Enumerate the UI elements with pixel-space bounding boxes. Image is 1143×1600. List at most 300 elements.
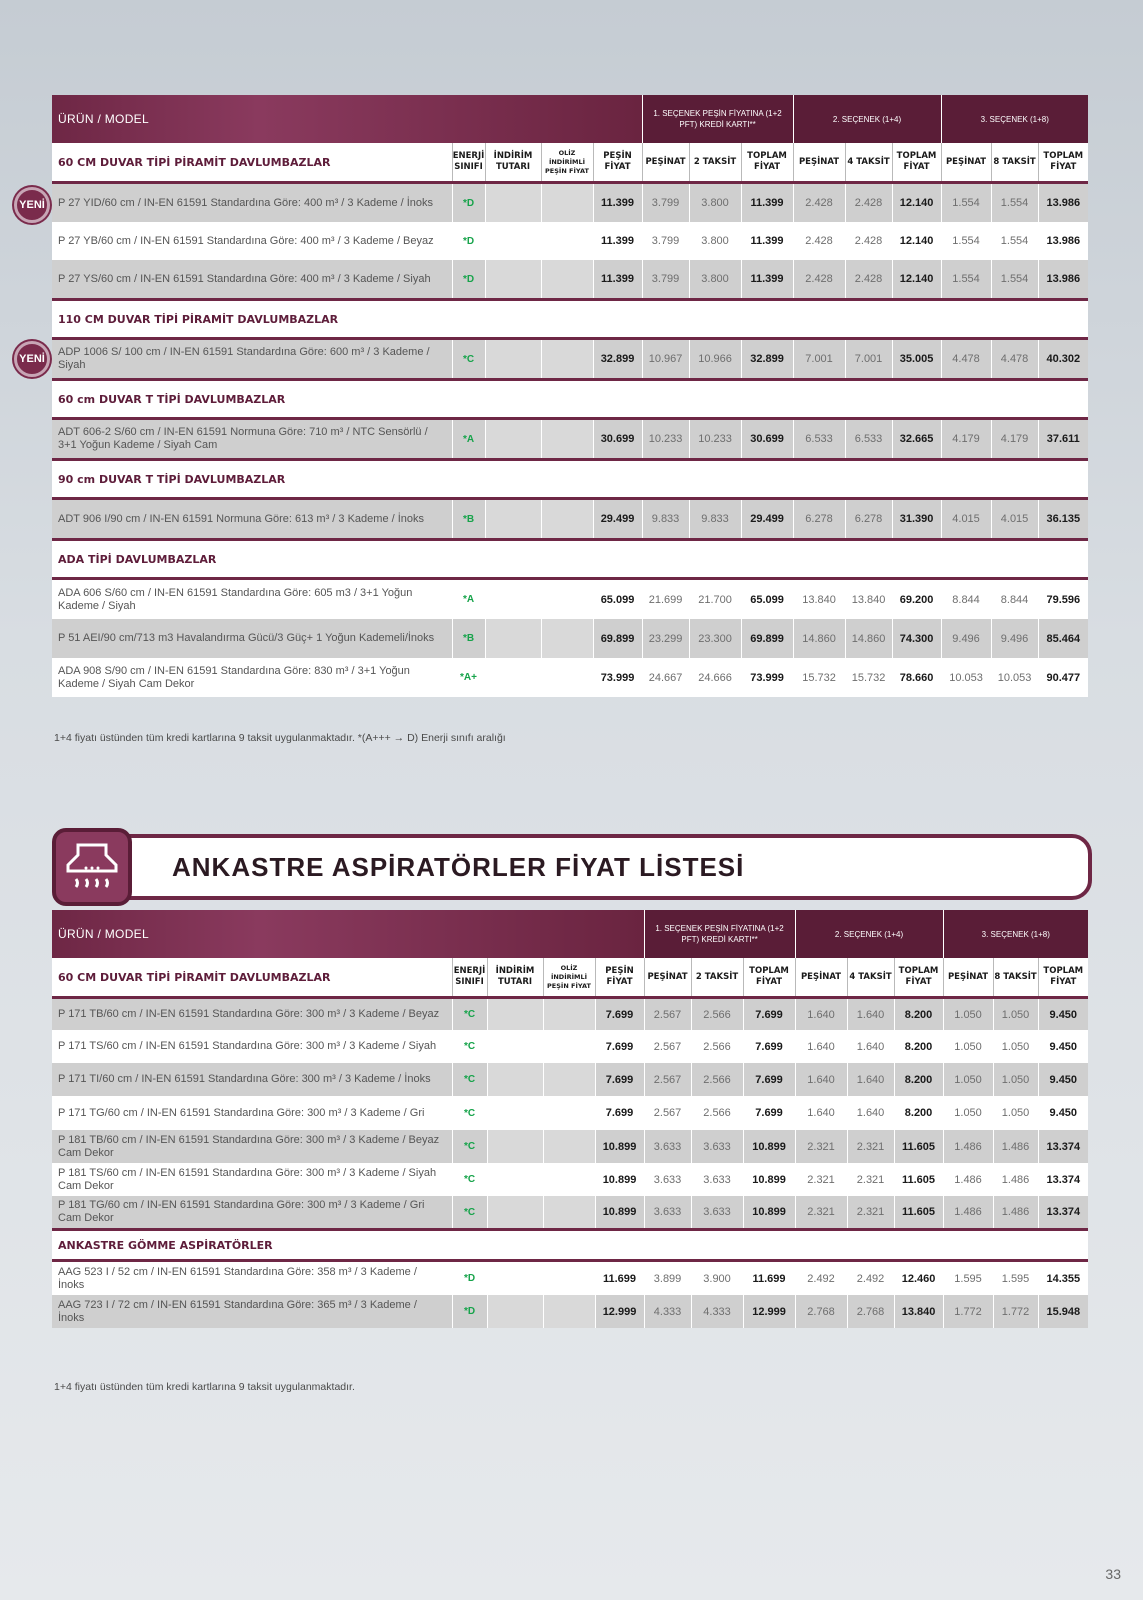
price-cell: 2.321: [795, 1163, 847, 1196]
new-badge: YENİ: [14, 341, 50, 377]
section-banner: [52, 828, 1092, 908]
price-cell: 6.533: [845, 420, 892, 458]
energy-class: *D: [452, 222, 485, 260]
price-cell: 7.699: [595, 1030, 644, 1063]
oliz-price-cell: [543, 1196, 595, 1228]
col-pesinat1: PEŞİNAT: [644, 958, 691, 996]
price-cell: 1.554: [991, 222, 1038, 260]
price-cell: 13.986: [1038, 222, 1088, 260]
product-name: P 171 TB/60 cm / IN-EN 61591 Standardına Göre: 300 m³ / 3 Kademe / Beyaz: [52, 999, 452, 1030]
price-cell: 10.899: [595, 1130, 644, 1163]
table-row: [52, 500, 1088, 538]
product-name: P 51 AEI/90 cm/713 m3 Havalandırma Gücü/3 Güç+ 1 Yoğun Kademeli/İnoks: [52, 619, 452, 658]
col-enerji: ENERJİ SINIFI: [452, 958, 487, 996]
price-cell: 29.499: [741, 500, 793, 538]
discount-cell: [485, 580, 541, 619]
section-title: ANKASTRE GÖMME ASPİRATÖRLER: [52, 1231, 1088, 1259]
col-taksit8: 8 TAKSİT: [993, 958, 1038, 996]
price-cell: 8.200: [894, 1030, 943, 1063]
table-row: [52, 1030, 1088, 1063]
price-cell: 1.595: [943, 1262, 993, 1295]
discount-cell: [485, 184, 541, 222]
oliz-price-cell: [541, 580, 593, 619]
price-cell: 10.233: [642, 420, 689, 458]
price-cell: 10.967: [642, 340, 689, 378]
product-name: P 171 TS/60 cm / IN-EN 61591 Standardına Göre: 300 m³ / 3 Kademe / Siyah: [52, 1030, 452, 1063]
energy-class: *B: [452, 500, 485, 538]
price-cell: 23.299: [642, 619, 689, 658]
price-cell: 3.633: [691, 1196, 743, 1228]
price-cell: 1.772: [993, 1295, 1038, 1328]
price-cell: 73.999: [741, 658, 793, 697]
col-enerji: ENERJİ SINIFI: [452, 143, 485, 181]
price-table-aspirator: [52, 910, 1088, 1328]
price-cell: 4.478: [941, 340, 991, 378]
price-cell: 2.567: [644, 1096, 691, 1130]
price-cell: 9.450: [1038, 1030, 1088, 1063]
price-cell: 85.464: [1038, 619, 1088, 658]
oliz-price-cell: [543, 1295, 595, 1328]
price-cell: 1.554: [991, 260, 1038, 298]
price-cell: 2.566: [691, 1030, 743, 1063]
energy-class: *C: [452, 1096, 487, 1130]
col-pesinat2: PEŞİNAT: [795, 958, 847, 996]
price-cell: 7.001: [845, 340, 892, 378]
price-cell: 65.099: [593, 580, 642, 619]
product-name: P 171 TG/60 cm / IN-EN 61591 Standardına Göre: 300 m³ / 3 Kademe / Gri: [52, 1096, 452, 1130]
price-cell: 31.390: [892, 500, 941, 538]
discount-cell: [487, 1130, 543, 1163]
price-cell: 14.860: [793, 619, 845, 658]
table-header-top: [52, 910, 1088, 958]
price-cell: 24.666: [689, 658, 741, 697]
banner-title: ANKASTRE ASPİRATÖRLER FİYAT LİSTESİ: [172, 852, 745, 882]
price-cell: 11.399: [741, 184, 793, 222]
discount-cell: [485, 619, 541, 658]
page-number: 33: [1105, 1566, 1121, 1582]
product-name: ADA 908 S/90 cm / IN-EN 61591 Standardına Göre: 830 m³ / 3+1 Yoğun Kademe / Siyah Cam Dekor: [52, 658, 452, 697]
section-row: [52, 381, 1088, 417]
energy-class: *D: [452, 184, 485, 222]
option1-header: 1. SEÇENEK PEŞİN FİYATINA (1+2 PFT) KREDİ KARTI**: [644, 910, 795, 958]
price-cell: 13.374: [1038, 1163, 1088, 1196]
oliz-price-cell: [543, 1130, 595, 1163]
price-cell: 1.772: [943, 1295, 993, 1328]
table-subheader: [52, 143, 1088, 181]
energy-class: *C: [452, 1030, 487, 1063]
price-cell: 21.700: [689, 580, 741, 619]
price-cell: 12.460: [894, 1262, 943, 1295]
option3-header: 3. SEÇENEK (1+8): [941, 95, 1088, 143]
price-cell: 2.567: [644, 1030, 691, 1063]
price-cell: 7.001: [793, 340, 845, 378]
price-cell: 3.900: [691, 1262, 743, 1295]
price-cell: 9.450: [1038, 1063, 1088, 1096]
price-cell: 2.567: [644, 999, 691, 1030]
price-cell: 2.321: [847, 1196, 894, 1228]
price-cell: 8.200: [894, 1096, 943, 1130]
price-cell: 11.399: [593, 184, 642, 222]
energy-class: *A+: [452, 658, 485, 697]
price-cell: 10.899: [743, 1130, 795, 1163]
oliz-price-cell: [541, 260, 593, 298]
section-title: 60 CM DUVAR TİPİ PİRAMİT DAVLUMBAZLAR: [52, 143, 452, 181]
table-row: [52, 1163, 1088, 1196]
oliz-price-cell: [543, 1262, 595, 1295]
table-row: [52, 580, 1088, 619]
option2-header: 2. SEÇENEK (1+4): [795, 910, 943, 958]
price-cell: 1.050: [993, 999, 1038, 1030]
price-cell: 1.486: [993, 1163, 1038, 1196]
price-cell: 9.496: [991, 619, 1038, 658]
col-indirim: İNDİRİM TUTARI: [485, 143, 541, 181]
table-row: [52, 1063, 1088, 1096]
oliz-price-cell: [543, 1096, 595, 1130]
price-cell: 11.699: [743, 1262, 795, 1295]
price-cell: 1.050: [943, 1030, 993, 1063]
price-cell: 2.321: [847, 1130, 894, 1163]
energy-class: *A: [452, 580, 485, 619]
price-cell: 2.768: [795, 1295, 847, 1328]
section-title: 110 CM DUVAR TİPİ PİRAMİT DAVLUMBAZLAR: [52, 301, 1088, 337]
price-cell: 7.699: [743, 1096, 795, 1130]
price-cell: 23.300: [689, 619, 741, 658]
price-cell: 1.050: [993, 1063, 1038, 1096]
energy-class: *C: [452, 999, 487, 1030]
price-cell: 12.140: [892, 184, 941, 222]
price-cell: 1.486: [943, 1130, 993, 1163]
price-cell: 6.533: [793, 420, 845, 458]
price-cell: 6.278: [845, 500, 892, 538]
price-cell: 10.966: [689, 340, 741, 378]
section-title: ADA TİPİ DAVLUMBAZLAR: [52, 541, 1088, 577]
price-cell: 11.605: [894, 1163, 943, 1196]
price-cell: 2.428: [793, 184, 845, 222]
col-pesinat1: PEŞİNAT: [642, 143, 689, 181]
price-cell: 30.699: [741, 420, 793, 458]
energy-class: *C: [452, 1130, 487, 1163]
product-name: P 27 YB/60 cm / IN-EN 61591 Standardına Göre: 400 m³ / 3 Kademe / Beyaz: [52, 222, 452, 260]
price-cell: 15.732: [793, 658, 845, 697]
price-cell: 1.595: [993, 1262, 1038, 1295]
table-row: [52, 999, 1088, 1030]
price-cell: 12.999: [743, 1295, 795, 1328]
price-cell: 3.633: [644, 1196, 691, 1228]
price-cell: 4.333: [644, 1295, 691, 1328]
price-cell: 11.605: [894, 1130, 943, 1163]
discount-cell: [485, 420, 541, 458]
price-cell: 13.374: [1038, 1130, 1088, 1163]
price-cell: 1.640: [795, 1063, 847, 1096]
price-cell: 9.450: [1038, 1096, 1088, 1130]
price-cell: 3.633: [691, 1163, 743, 1196]
col-pesinat2: PEŞİNAT: [793, 143, 845, 181]
price-cell: 6.278: [793, 500, 845, 538]
energy-class: *B: [452, 619, 485, 658]
price-cell: 2.321: [795, 1196, 847, 1228]
price-cell: 29.499: [593, 500, 642, 538]
price-cell: 1.640: [847, 1096, 894, 1130]
price-cell: 2.492: [795, 1262, 847, 1295]
energy-class: *D: [452, 1295, 487, 1328]
col-toplam2: TOPLAM FİYAT: [894, 958, 943, 996]
price-cell: 2.768: [847, 1295, 894, 1328]
oliz-price-cell: [541, 340, 593, 378]
price-cell: 1.486: [943, 1196, 993, 1228]
col-oliz: OLİZ İNDİRİMLİ PEŞİN FİYAT: [541, 143, 593, 181]
discount-cell: [487, 1030, 543, 1063]
price-cell: 32.899: [593, 340, 642, 378]
price-cell: 2.492: [847, 1262, 894, 1295]
price-cell: 10.233: [689, 420, 741, 458]
price-cell: 69.899: [593, 619, 642, 658]
table-row: [52, 1262, 1088, 1295]
oliz-price-cell: [543, 1163, 595, 1196]
price-cell: 11.399: [741, 260, 793, 298]
price-cell: 4.015: [991, 500, 1038, 538]
table-row: [52, 184, 1088, 222]
price-cell: 1.554: [941, 222, 991, 260]
table-row: [52, 658, 1088, 697]
col-oliz: OLİZ İNDİRİMLİ PEŞİN FİYAT: [543, 958, 595, 996]
price-cell: 3.633: [644, 1163, 691, 1196]
price-cell: 14.355: [1038, 1262, 1088, 1295]
price-cell: 8.844: [941, 580, 991, 619]
price-cell: 1.640: [795, 1030, 847, 1063]
price-cell: 2.428: [845, 222, 892, 260]
oliz-price-cell: [541, 500, 593, 538]
price-cell: 11.399: [741, 222, 793, 260]
price-cell: 9.833: [689, 500, 741, 538]
price-cell: 40.302: [1038, 340, 1088, 378]
energy-class: *C: [452, 1196, 487, 1228]
table-row: [52, 1295, 1088, 1328]
price-cell: 13.986: [1038, 260, 1088, 298]
energy-class: *D: [452, 260, 485, 298]
price-cell: 69.899: [741, 619, 793, 658]
table-row: [52, 619, 1088, 658]
col-taksit4: 4 TAKSİT: [845, 143, 892, 181]
discount-cell: [487, 1295, 543, 1328]
energy-class: *C: [452, 1063, 487, 1096]
discount-cell: [487, 1196, 543, 1228]
option3-header: 3. SEÇENEK (1+8): [943, 910, 1088, 958]
price-cell: 24.667: [642, 658, 689, 697]
table-row: [52, 1130, 1088, 1163]
col-toplam2: TOPLAM FİYAT: [892, 143, 941, 181]
col-toplam3: TOPLAM FİYAT: [1038, 143, 1088, 181]
section-row: [52, 541, 1088, 577]
price-cell: 10.053: [941, 658, 991, 697]
price-cell: 30.699: [593, 420, 642, 458]
price-cell: 37.611: [1038, 420, 1088, 458]
price-cell: 1.486: [943, 1163, 993, 1196]
price-cell: 2.567: [644, 1063, 691, 1096]
price-cell: 2.428: [793, 260, 845, 298]
price-cell: 65.099: [741, 580, 793, 619]
col-indirim: İNDİRİM TUTARI: [487, 958, 543, 996]
energy-class: *A: [452, 420, 485, 458]
price-cell: 11.605: [894, 1196, 943, 1228]
model-header: ÜRÜN / MODEL: [52, 95, 642, 143]
product-name: P 27 YID/60 cm / IN-EN 61591 Standardına Göre: 400 m³ / 3 Kademe / İnoks: [52, 184, 452, 222]
price-cell: 12.999: [595, 1295, 644, 1328]
discount-cell: [485, 222, 541, 260]
price-cell: 4.179: [991, 420, 1038, 458]
col-toplam1: TOPLAM FİYAT: [743, 958, 795, 996]
table-row: [52, 1096, 1088, 1130]
price-cell: 3.799: [642, 222, 689, 260]
price-cell: 7.699: [595, 1096, 644, 1130]
table-row: [52, 1196, 1088, 1228]
price-cell: 14.860: [845, 619, 892, 658]
price-cell: 12.140: [892, 260, 941, 298]
section-row: [52, 1231, 1088, 1259]
option2-header: 2. SEÇENEK (1+4): [793, 95, 941, 143]
price-cell: 10.899: [743, 1163, 795, 1196]
section-title: 60 cm DUVAR T TİPİ DAVLUMBAZLAR: [52, 381, 1088, 417]
oliz-price-cell: [543, 1030, 595, 1063]
discount-cell: [485, 340, 541, 378]
price-cell: 8.200: [894, 1063, 943, 1096]
price-cell: 36.135: [1038, 500, 1088, 538]
price-cell: 2.428: [845, 260, 892, 298]
price-cell: 11.699: [595, 1262, 644, 1295]
product-name: P 181 TG/60 cm / IN-EN 61591 Standardına Göre: 300 m³ / 3 Kademe / Gri Cam Dekor: [52, 1196, 452, 1228]
price-cell: 3.800: [689, 222, 741, 260]
oliz-price-cell: [541, 420, 593, 458]
price-cell: 1.050: [943, 1063, 993, 1096]
price-cell: 7.699: [743, 1063, 795, 1096]
new-badge: YENİ: [14, 187, 50, 223]
model-header: ÜRÜN / MODEL: [52, 910, 644, 958]
col-pesin: PEŞİN FİYAT: [593, 143, 642, 181]
discount-cell: [487, 1063, 543, 1096]
price-cell: 90.477: [1038, 658, 1088, 697]
price-cell: 1.640: [795, 1096, 847, 1130]
price-cell: 1.486: [993, 1196, 1038, 1228]
price-cell: 11.399: [593, 222, 642, 260]
price-cell: 1.050: [993, 1096, 1038, 1130]
price-cell: 10.053: [991, 658, 1038, 697]
table-row: [52, 260, 1088, 298]
price-cell: 15.732: [845, 658, 892, 697]
price-cell: 4.015: [941, 500, 991, 538]
option1-header: 1. SEÇENEK PEŞİN FİYATINA (1+2 PFT) KREDİ KARTI**: [642, 95, 793, 143]
product-name: ADT 606-2 S/60 cm / IN-EN 61591 Normuna Göre: 710 m³ / NTC Sensörlü / 3+1 Yoğun Kademe / Siyah Cam: [52, 420, 452, 458]
price-cell: 2.428: [793, 222, 845, 260]
price-cell: 2.566: [691, 1096, 743, 1130]
price-cell: 15.948: [1038, 1295, 1088, 1328]
price-table-davlumbaz: [52, 95, 1088, 697]
oliz-price-cell: [543, 1063, 595, 1096]
price-cell: 3.799: [642, 260, 689, 298]
price-cell: 10.899: [595, 1196, 644, 1228]
product-name: ADT 906 I/90 cm / IN-EN 61591 Normuna Göre: 613 m³ / 3 Kademe / İnoks: [52, 500, 452, 538]
price-cell: 7.699: [595, 1063, 644, 1096]
price-cell: 1.486: [993, 1130, 1038, 1163]
discount-cell: [485, 500, 541, 538]
price-cell: 4.333: [691, 1295, 743, 1328]
discount-cell: [485, 658, 541, 697]
price-cell: 7.699: [595, 999, 644, 1030]
price-cell: 13.840: [845, 580, 892, 619]
price-cell: 1.050: [943, 1096, 993, 1130]
price-cell: 1.640: [795, 999, 847, 1030]
price-cell: 3.799: [642, 184, 689, 222]
product-name: ADP 1006 S/ 100 cm / IN-EN 61591 Standardına Göre: 600 m³ / 3 Kademe / Siyah: [52, 340, 452, 378]
product-name: AAG 523 I / 52 cm / IN-EN 61591 Standardına Göre: 358 m³ / 3 Kademe / İnoks: [52, 1262, 452, 1295]
discount-cell: [487, 1262, 543, 1295]
price-cell: 7.699: [743, 1030, 795, 1063]
price-cell: 7.699: [743, 999, 795, 1030]
price-cell: 32.899: [741, 340, 793, 378]
price-cell: 79.596: [1038, 580, 1088, 619]
price-cell: 2.321: [795, 1130, 847, 1163]
price-cell: 69.200: [892, 580, 941, 619]
price-cell: 13.374: [1038, 1196, 1088, 1228]
col-pesin: PEŞİN FİYAT: [595, 958, 644, 996]
col-taksit2: 2 TAKSİT: [691, 958, 743, 996]
energy-class: *C: [452, 1163, 487, 1196]
price-cell: 9.496: [941, 619, 991, 658]
price-cell: 4.478: [991, 340, 1038, 378]
price-cell: 32.665: [892, 420, 941, 458]
oliz-price-cell: [541, 184, 593, 222]
product-name: P 27 YS/60 cm / IN-EN 61591 Standardına Göre: 400 m³ / 3 Kademe / Siyah: [52, 260, 452, 298]
discount-cell: [487, 1096, 543, 1130]
price-cell: 1.640: [847, 999, 894, 1030]
section-row: [52, 461, 1088, 497]
oliz-price-cell: [541, 619, 593, 658]
price-cell: 2.321: [847, 1163, 894, 1196]
col-taksit2: 2 TAKSİT: [689, 143, 741, 181]
price-cell: 2.566: [691, 1063, 743, 1096]
col-toplam3: TOPLAM FİYAT: [1038, 958, 1088, 996]
price-cell: 3.800: [689, 184, 741, 222]
footnote-2: 1+4 fiyatı üstünden tüm kredi kartlarına 9 taksit uygulanmaktadır.: [54, 1381, 355, 1393]
price-cell: 1.640: [847, 1063, 894, 1096]
table-subheader: [52, 958, 1088, 996]
price-cell: 73.999: [593, 658, 642, 697]
price-cell: 12.140: [892, 222, 941, 260]
product-name: P 181 TS/60 cm / IN-EN 61591 Standardına Göre: 300 m³ / 3 Kademe / Siyah Cam Dekor: [52, 1163, 452, 1196]
price-cell: 1.554: [941, 260, 991, 298]
price-cell: 1.554: [991, 184, 1038, 222]
price-cell: 3.800: [689, 260, 741, 298]
energy-class: *D: [452, 1262, 487, 1295]
price-cell: 13.840: [793, 580, 845, 619]
footnote-1: 1+4 fiyatı üstünden tüm kredi kartlarına 9 taksit uygulanmaktadır. *(A+++ → D) Enerji sınıfı aralığı: [54, 732, 506, 744]
price-cell: 35.005: [892, 340, 941, 378]
table-row: [52, 222, 1088, 260]
price-cell: 10.899: [743, 1196, 795, 1228]
price-cell: 21.699: [642, 580, 689, 619]
oliz-price-cell: [541, 658, 593, 697]
price-cell: 1.050: [943, 999, 993, 1030]
price-cell: 11.399: [593, 260, 642, 298]
section-title: 60 CM DUVAR TİPİ PİRAMİT DAVLUMBAZLAR: [52, 958, 452, 996]
price-cell: 3.899: [644, 1262, 691, 1295]
price-cell: 9.450: [1038, 999, 1088, 1030]
col-pesinat3: PEŞİNAT: [941, 143, 991, 181]
price-cell: 8.844: [991, 580, 1038, 619]
discount-cell: [487, 1163, 543, 1196]
table-row: [52, 420, 1088, 458]
price-cell: 1.640: [847, 1030, 894, 1063]
price-cell: 1.050: [993, 1030, 1038, 1063]
price-cell: 13.840: [894, 1295, 943, 1328]
